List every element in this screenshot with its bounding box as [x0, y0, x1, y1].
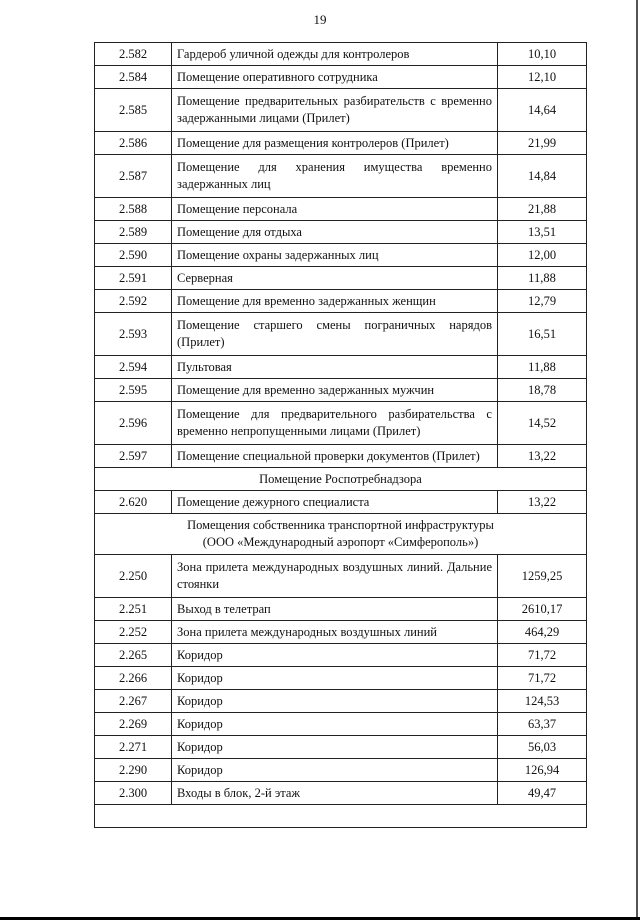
table-row: [95, 43, 587, 66]
room-area: 71,72: [498, 644, 587, 667]
table-row: [95, 491, 587, 514]
room-name: Помещение для временно задержанных мужчин: [172, 379, 498, 402]
room-code: 2.597: [95, 445, 172, 468]
table-row: [95, 667, 587, 690]
room-name: Зона прилета международных воздушных линий: [172, 621, 498, 644]
table-row: [95, 198, 587, 221]
table-row: [95, 555, 587, 598]
room-area: 126,94: [498, 759, 587, 782]
room-name: Зона прилета международных воздушных линий. Дальние стоянки: [172, 555, 498, 598]
room-name: Помещение специальной проверки документов (Прилет): [172, 445, 498, 468]
room-name: Коридор: [172, 736, 498, 759]
room-code: 2.592: [95, 290, 172, 313]
empty-cell: [95, 805, 587, 828]
room-name: Помещение для хранения имущества временно задержанных лиц: [172, 155, 498, 198]
table-row: [95, 598, 587, 621]
room-area: 1259,25: [498, 555, 587, 598]
room-area: 2610,17: [498, 598, 587, 621]
table-row: [95, 313, 587, 356]
room-area: 18,78: [498, 379, 587, 402]
room-name: Помещение для отдыха: [172, 221, 498, 244]
table-row: [95, 244, 587, 267]
section-header-line: (ООО «Международный аэропорт «Симферополь»): [202, 535, 479, 549]
table-row: [95, 621, 587, 644]
room-area: 124,53: [498, 690, 587, 713]
table-row: [95, 736, 587, 759]
room-name: Помещение старшего смены пограничных нарядов (Прилет): [172, 313, 498, 356]
room-code: 2.596: [95, 402, 172, 445]
room-code: 2.271: [95, 736, 172, 759]
room-name: Коридор: [172, 644, 498, 667]
room-area: 13,51: [498, 221, 587, 244]
room-name: Помещение охраны задержанных лиц: [172, 244, 498, 267]
room-area: 16,51: [498, 313, 587, 356]
room-code: 2.591: [95, 267, 172, 290]
room-name: Коридор: [172, 759, 498, 782]
room-name: Пультовая: [172, 356, 498, 379]
room-area: 12,00: [498, 244, 587, 267]
scan-edge: [636, 0, 638, 920]
table-row: [95, 290, 587, 313]
room-code: 2.589: [95, 221, 172, 244]
room-area: 49,47: [498, 782, 587, 805]
room-name: Помещение для предварительного разбирательства с временно непропущенными лицами (Прилет): [172, 402, 498, 445]
room-area: 14,84: [498, 155, 587, 198]
room-area: 14,52: [498, 402, 587, 445]
table-row: [95, 132, 587, 155]
room-name: Помещение для временно задержанных женщин: [172, 290, 498, 313]
room-name: Серверная: [172, 267, 498, 290]
room-area: 21,99: [498, 132, 587, 155]
room-name: Входы в блок, 2-й этаж: [172, 782, 498, 805]
table-row: [95, 445, 587, 468]
page-number: 19: [313, 12, 327, 27]
section-header-line: Помещения собственника транспортной инфраструктуры: [187, 518, 494, 532]
room-code: 2.300: [95, 782, 172, 805]
room-name: Коридор: [172, 713, 498, 736]
room-code: 2.267: [95, 690, 172, 713]
room-area: 12,10: [498, 66, 587, 89]
room-name: Помещение для размещения контролеров (Прилет): [172, 132, 498, 155]
room-code: 2.266: [95, 667, 172, 690]
room-area: 464,29: [498, 621, 587, 644]
room-code: 2.250: [95, 555, 172, 598]
room-code: 2.588: [95, 198, 172, 221]
room-area: 21,88: [498, 198, 587, 221]
table-row: [95, 402, 587, 445]
room-code: 2.582: [95, 43, 172, 66]
room-name: Коридор: [172, 667, 498, 690]
room-code: 2.587: [95, 155, 172, 198]
room-code: 2.265: [95, 644, 172, 667]
section-header: Помещение Роспотребнадзора: [95, 468, 587, 491]
table-row: [95, 155, 587, 198]
room-name: Помещение предварительных разбирательств с временно задержанными лицами (Прилет): [172, 89, 498, 132]
room-area: 63,37: [498, 713, 587, 736]
table-row: [95, 356, 587, 379]
room-area: 11,88: [498, 267, 587, 290]
table-row: [95, 379, 587, 402]
room-name: Гардероб уличной одежды для контролеров: [172, 43, 498, 66]
room-code: 2.620: [95, 491, 172, 514]
room-name: Помещение оперативного сотрудника: [172, 66, 498, 89]
room-area: 14,64: [498, 89, 587, 132]
table-row: [95, 690, 587, 713]
room-code: 2.590: [95, 244, 172, 267]
table-row: [95, 644, 587, 667]
room-name: Помещение дежурного специалиста: [172, 491, 498, 514]
table-row: [95, 782, 587, 805]
room-name: Коридор: [172, 690, 498, 713]
room-code: 2.594: [95, 356, 172, 379]
room-area: 12,79: [498, 290, 587, 313]
room-name: Помещение персонала: [172, 198, 498, 221]
room-name: Выход в телетрап: [172, 598, 498, 621]
rooms-table: [94, 42, 587, 828]
section-header-row: [95, 514, 587, 555]
room-code: 2.585: [95, 89, 172, 132]
table-row: [95, 267, 587, 290]
room-code: 2.251: [95, 598, 172, 621]
room-area: 13,22: [498, 491, 587, 514]
room-area: 11,88: [498, 356, 587, 379]
table-row: [95, 89, 587, 132]
room-area: 10,10: [498, 43, 587, 66]
room-code: 2.290: [95, 759, 172, 782]
room-code: 2.252: [95, 621, 172, 644]
room-area: 13,22: [498, 445, 587, 468]
table-row: [95, 66, 587, 89]
room-area: 56,03: [498, 736, 587, 759]
empty-row: [95, 805, 587, 828]
room-code: 2.595: [95, 379, 172, 402]
room-code: 2.593: [95, 313, 172, 356]
table-row: [95, 759, 587, 782]
room-code: 2.269: [95, 713, 172, 736]
section-header-row: [95, 468, 587, 491]
room-code: 2.584: [95, 66, 172, 89]
table-row: [95, 221, 587, 244]
section-header: [95, 514, 587, 555]
room-area: 71,72: [498, 667, 587, 690]
room-code: 2.586: [95, 132, 172, 155]
table-row: [95, 713, 587, 736]
